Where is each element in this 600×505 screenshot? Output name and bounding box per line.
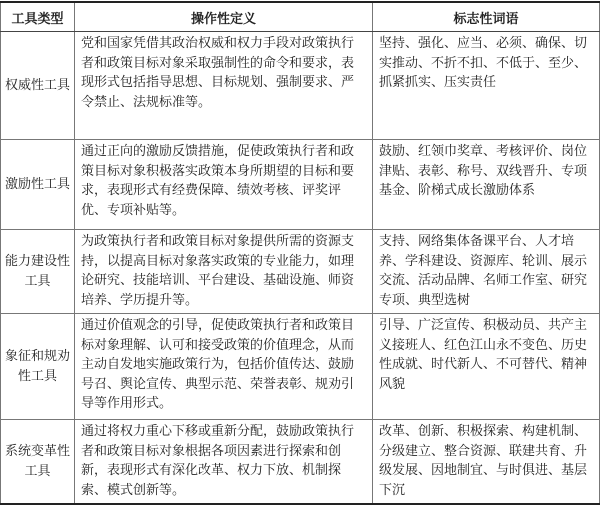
tool-type-cell: 激励性工具 bbox=[1, 140, 75, 230]
header-keywords: 标志性词语 bbox=[373, 2, 600, 32]
keywords-cell: 改革、创新、积极探索、构建机制、分级建立、整合资源、联建共育、升级发展、因地制宜、与时俱进、基层下沉 bbox=[373, 420, 600, 505]
keywords-cell: 支持、网络集体备课平台、人才培养、学科建设、资源库、轮训、展示交流、活动品牌、名师工作室、研究专项、典型选树 bbox=[373, 230, 600, 314]
definition-cell: 通过将权力重心下移或重新分配，鼓励政策执行者和政策目标对象根据各项因素进行探索和创新，表现形式有深化改革、权力下放、机制探索、模式创新等。 bbox=[75, 420, 373, 505]
keywords-cell: 引导、广泛宣传、积极动员、共产主义接班人、红色江山永不变色、历史性成就、时代新人、不可替代、精神风貌 bbox=[373, 314, 600, 420]
table-row-system-change-tools bbox=[1, 420, 600, 505]
definition-cell: 党和国家凭借其政治权威和权力手段对政策执行者和政策目标对象采取强制性的命令和要求，表现形式包括指导思想、目标规划、强制要求、严令禁止、法规标准等。 bbox=[75, 32, 373, 140]
keywords-cell: 坚持、强化、应当、必须、确保、切实推动、不折不扣、不低于、至少、抓紧抓实、压实责任 bbox=[373, 32, 600, 140]
tool-type-cell: 系统变革性工具 bbox=[1, 420, 75, 505]
definition-cell: 通过正向的激励反馈措施，促使政策执行者和政策目标对象积极落实政策本身所期望的目标和要求，表现形式有经费保障、绩效考核、评奖评优、专项补贴等。 bbox=[75, 140, 373, 230]
keywords-cell: 鼓励、红领巾奖章、考核评价、岗位津贴、表彰、称号、双线晋升、专项基金、阶梯式成长激励体系 bbox=[373, 140, 600, 230]
definition-cell: 为政策执行者和政策目标对象提供所需的资源支持，以提高目标对象落实政策的专业能力，如理论研究、技能培训、平台建设、基础设施、师资培养、学历提升等。 bbox=[75, 230, 373, 314]
table-row-authority-tools bbox=[1, 32, 600, 140]
table-header-row bbox=[1, 2, 600, 32]
tool-type-cell: 权威性工具 bbox=[1, 32, 75, 140]
table-row-incentive-tools bbox=[1, 140, 600, 230]
tool-type-cell: 象征和规劝性工具 bbox=[1, 314, 75, 420]
header-operational-definition: 操作性定义 bbox=[75, 2, 373, 32]
policy-tools-table bbox=[0, 1, 600, 505]
header-tool-type: 工具类型 bbox=[1, 2, 75, 32]
table-row-capacity-tools bbox=[1, 230, 600, 314]
tool-type-cell: 能力建设性工具 bbox=[1, 230, 75, 314]
definition-cell: 通过价值观念的引导，促使政策执行者和政策目标对象理解、认可和接受政策的价值理念，从而主动自发地实施政策行为，包括价值传达、鼓励号召、舆论宣传、典型示范、荣誉表彰、规劝引导等作用形式。 bbox=[75, 314, 373, 420]
table-row-symbolic-tools bbox=[1, 314, 600, 420]
